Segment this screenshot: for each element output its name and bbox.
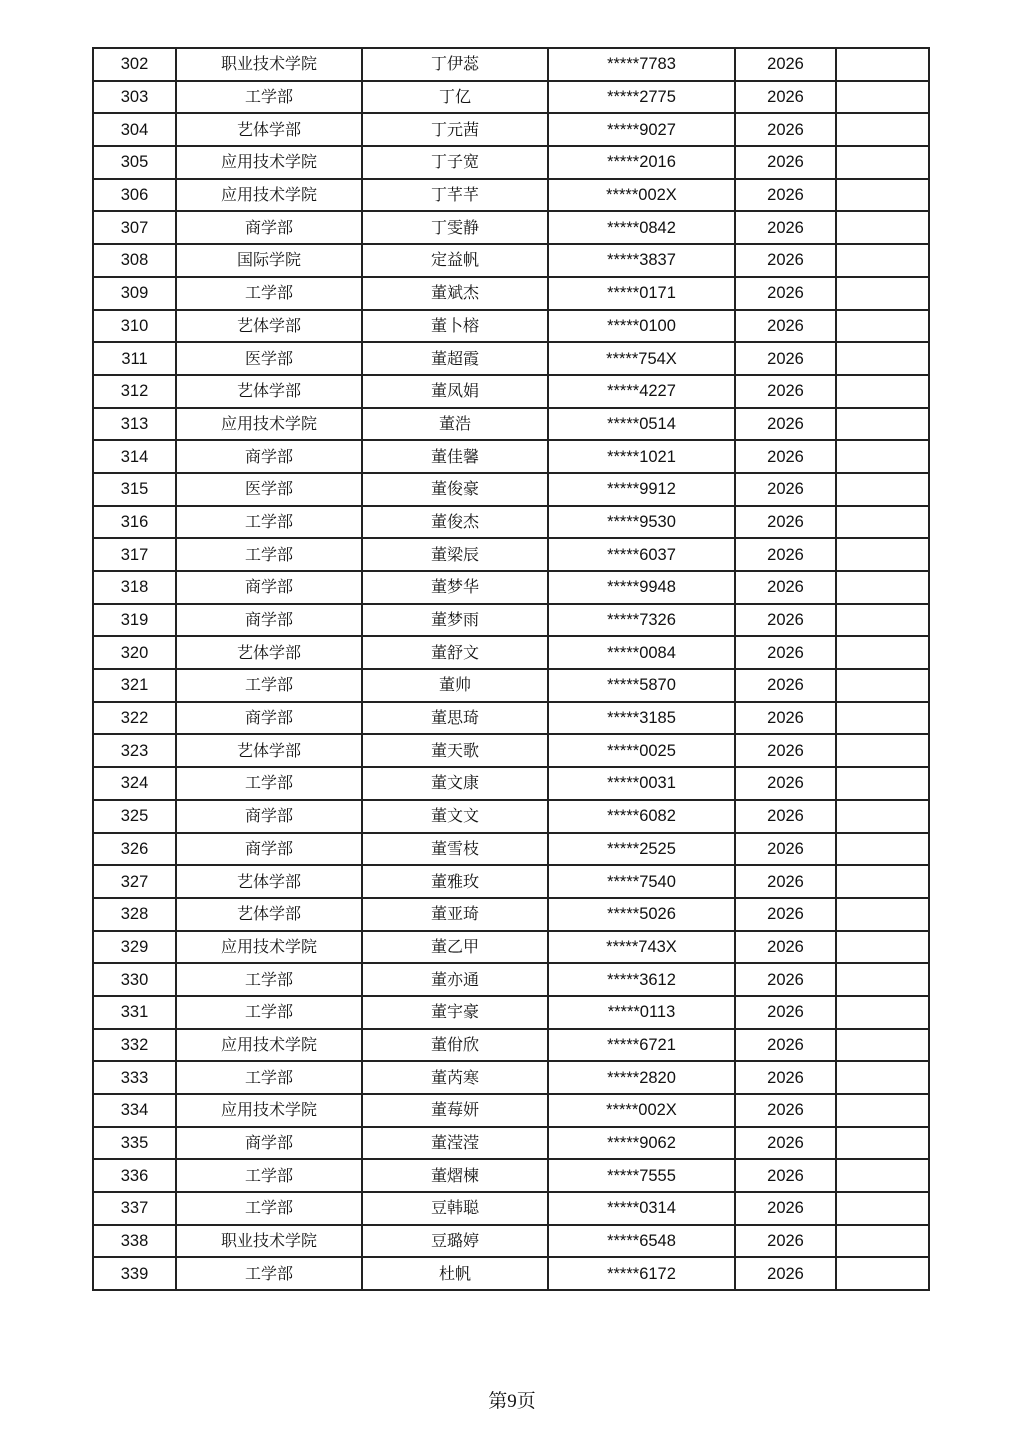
cell-number: 314 — [93, 440, 176, 473]
cell-masked-id: *****1021 — [548, 440, 735, 473]
table-row — [93, 865, 929, 898]
table-row — [93, 81, 929, 114]
cell-masked-id: *****002X — [548, 1094, 735, 1127]
table-row — [93, 1192, 929, 1225]
cell-year: 2026 — [735, 800, 836, 833]
cell-number: 316 — [93, 506, 176, 539]
cell-department: 职业技术学院 — [176, 1225, 362, 1258]
cell-year: 2026 — [735, 996, 836, 1029]
cell-student-name: 董滢滢 — [362, 1127, 548, 1160]
cell-number: 323 — [93, 734, 176, 767]
cell-year: 2026 — [735, 833, 836, 866]
cell-student-name: 董梦华 — [362, 571, 548, 604]
table-row — [93, 408, 929, 441]
table-row — [93, 375, 929, 408]
cell-student-name: 丁元茜 — [362, 113, 548, 146]
cell-masked-id: *****7326 — [548, 604, 735, 637]
cell-department: 商学部 — [176, 1127, 362, 1160]
cell-number: 311 — [93, 342, 176, 375]
cell-number: 336 — [93, 1159, 176, 1192]
cell-remark — [836, 113, 929, 146]
cell-remark — [836, 1257, 929, 1290]
cell-masked-id: *****7783 — [548, 48, 735, 81]
page-number: 第9页 — [488, 1391, 536, 1412]
cell-remark — [836, 996, 929, 1029]
cell-masked-id: *****2775 — [548, 81, 735, 114]
cell-masked-id: *****9912 — [548, 473, 735, 506]
cell-year: 2026 — [735, 571, 836, 604]
cell-student-name: 杜帆 — [362, 1257, 548, 1290]
cell-department: 工学部 — [176, 767, 362, 800]
cell-student-name: 定益帆 — [362, 244, 548, 277]
cell-number: 329 — [93, 931, 176, 964]
cell-number: 325 — [93, 800, 176, 833]
cell-number: 304 — [93, 113, 176, 146]
cell-number: 320 — [93, 636, 176, 669]
table-row — [93, 800, 929, 833]
cell-remark — [836, 310, 929, 343]
table-row — [93, 1257, 929, 1290]
cell-masked-id: *****6172 — [548, 1257, 735, 1290]
cell-remark — [836, 800, 929, 833]
roster-table — [92, 47, 930, 1291]
cell-number: 328 — [93, 898, 176, 931]
cell-department: 工学部 — [176, 1159, 362, 1192]
cell-year: 2026 — [735, 310, 836, 343]
cell-student-name: 豆韩聪 — [362, 1192, 548, 1225]
cell-student-name: 董帅 — [362, 669, 548, 702]
cell-department: 艺体学部 — [176, 734, 362, 767]
table-row — [93, 179, 929, 212]
cell-department: 工学部 — [176, 996, 362, 1029]
cell-student-name: 董斌杰 — [362, 277, 548, 310]
cell-department: 艺体学部 — [176, 636, 362, 669]
cell-number: 310 — [93, 310, 176, 343]
cell-number: 324 — [93, 767, 176, 800]
cell-remark — [836, 1225, 929, 1258]
cell-year: 2026 — [735, 1094, 836, 1127]
cell-department: 艺体学部 — [176, 310, 362, 343]
table-row — [93, 473, 929, 506]
cell-department: 医学部 — [176, 473, 362, 506]
cell-student-name: 董亦通 — [362, 963, 548, 996]
cell-remark — [836, 865, 929, 898]
cell-remark — [836, 146, 929, 179]
table-row — [93, 669, 929, 702]
cell-number: 339 — [93, 1257, 176, 1290]
cell-year: 2026 — [735, 604, 836, 637]
cell-year: 2026 — [735, 375, 836, 408]
cell-masked-id: *****9530 — [548, 506, 735, 539]
cell-year: 2026 — [735, 211, 836, 244]
cell-year: 2026 — [735, 342, 836, 375]
cell-student-name: 董思琦 — [362, 702, 548, 735]
cell-student-name: 丁芊芊 — [362, 179, 548, 212]
cell-student-name: 董雪枝 — [362, 833, 548, 866]
cell-student-name: 董舒文 — [362, 636, 548, 669]
cell-remark — [836, 571, 929, 604]
cell-department: 商学部 — [176, 440, 362, 473]
cell-year: 2026 — [735, 636, 836, 669]
cell-remark — [836, 342, 929, 375]
cell-department: 艺体学部 — [176, 865, 362, 898]
cell-masked-id: *****3612 — [548, 963, 735, 996]
table-row — [93, 310, 929, 343]
cell-masked-id: *****0514 — [548, 408, 735, 441]
cell-remark — [836, 211, 929, 244]
cell-year: 2026 — [735, 146, 836, 179]
cell-department: 工学部 — [176, 669, 362, 702]
cell-number: 333 — [93, 1061, 176, 1094]
cell-student-name: 董文文 — [362, 800, 548, 833]
table-row — [93, 1127, 929, 1160]
cell-department: 应用技术学院 — [176, 1029, 362, 1062]
cell-year: 2026 — [735, 81, 836, 114]
cell-number: 334 — [93, 1094, 176, 1127]
cell-year: 2026 — [735, 734, 836, 767]
cell-department: 职业技术学院 — [176, 48, 362, 81]
cell-department: 商学部 — [176, 702, 362, 735]
cell-number: 335 — [93, 1127, 176, 1160]
cell-remark — [836, 81, 929, 114]
cell-department: 商学部 — [176, 211, 362, 244]
cell-department: 应用技术学院 — [176, 179, 362, 212]
cell-remark — [836, 179, 929, 212]
cell-remark — [836, 669, 929, 702]
cell-student-name: 董梁辰 — [362, 538, 548, 571]
cell-year: 2026 — [735, 1192, 836, 1225]
cell-student-name: 董浩 — [362, 408, 548, 441]
cell-department: 工学部 — [176, 506, 362, 539]
cell-remark — [836, 734, 929, 767]
cell-year: 2026 — [735, 1127, 836, 1160]
cell-year: 2026 — [735, 767, 836, 800]
cell-number: 318 — [93, 571, 176, 604]
cell-student-name: 董乙甲 — [362, 931, 548, 964]
cell-number: 309 — [93, 277, 176, 310]
cell-year: 2026 — [735, 113, 836, 146]
cell-department: 商学部 — [176, 604, 362, 637]
cell-remark — [836, 506, 929, 539]
table-row — [93, 244, 929, 277]
cell-student-name: 董佳馨 — [362, 440, 548, 473]
cell-student-name: 董梦雨 — [362, 604, 548, 637]
cell-remark — [836, 375, 929, 408]
cell-department: 工学部 — [176, 81, 362, 114]
cell-number: 302 — [93, 48, 176, 81]
cell-number: 332 — [93, 1029, 176, 1062]
cell-number: 326 — [93, 833, 176, 866]
cell-department: 应用技术学院 — [176, 1094, 362, 1127]
table-row — [93, 538, 929, 571]
cell-remark — [836, 636, 929, 669]
cell-year: 2026 — [735, 931, 836, 964]
table-row — [93, 1225, 929, 1258]
cell-department: 工学部 — [176, 538, 362, 571]
cell-remark — [836, 931, 929, 964]
cell-number: 315 — [93, 473, 176, 506]
cell-masked-id: *****2016 — [548, 146, 735, 179]
table-row — [93, 1094, 929, 1127]
cell-year: 2026 — [735, 1061, 836, 1094]
cell-department: 工学部 — [176, 963, 362, 996]
table-row — [93, 48, 929, 81]
cell-student-name: 董文康 — [362, 767, 548, 800]
cell-number: 338 — [93, 1225, 176, 1258]
cell-masked-id: *****7540 — [548, 865, 735, 898]
cell-year: 2026 — [735, 244, 836, 277]
cell-department: 艺体学部 — [176, 898, 362, 931]
table-row — [93, 931, 929, 964]
cell-department: 工学部 — [176, 1061, 362, 1094]
table-row — [93, 833, 929, 866]
cell-masked-id: *****6721 — [548, 1029, 735, 1062]
cell-year: 2026 — [735, 1257, 836, 1290]
cell-remark — [836, 538, 929, 571]
cell-masked-id: *****5870 — [548, 669, 735, 702]
table-row — [93, 996, 929, 1029]
cell-masked-id: *****9062 — [548, 1127, 735, 1160]
cell-remark — [836, 1192, 929, 1225]
cell-student-name: 丁伊蕊 — [362, 48, 548, 81]
cell-student-name: 董超霞 — [362, 342, 548, 375]
cell-student-name: 丁子宽 — [362, 146, 548, 179]
cell-year: 2026 — [735, 1159, 836, 1192]
cell-student-name: 丁雯静 — [362, 211, 548, 244]
roster-body — [93, 48, 929, 1290]
cell-year: 2026 — [735, 277, 836, 310]
cell-masked-id: *****9027 — [548, 113, 735, 146]
cell-remark — [836, 1029, 929, 1062]
cell-masked-id: *****4227 — [548, 375, 735, 408]
cell-number: 312 — [93, 375, 176, 408]
table-row — [93, 571, 929, 604]
cell-year: 2026 — [735, 473, 836, 506]
cell-masked-id: *****0025 — [548, 734, 735, 767]
cell-masked-id: *****5026 — [548, 898, 735, 931]
cell-student-name: 董宇豪 — [362, 996, 548, 1029]
cell-department: 医学部 — [176, 342, 362, 375]
cell-year: 2026 — [735, 408, 836, 441]
cell-student-name: 丁亿 — [362, 81, 548, 114]
cell-masked-id: *****0314 — [548, 1192, 735, 1225]
cell-masked-id: *****2525 — [548, 833, 735, 866]
cell-year: 2026 — [735, 865, 836, 898]
cell-remark — [836, 277, 929, 310]
cell-number: 313 — [93, 408, 176, 441]
cell-number: 303 — [93, 81, 176, 114]
cell-remark — [836, 1127, 929, 1160]
cell-department: 艺体学部 — [176, 113, 362, 146]
cell-student-name: 董卜榕 — [362, 310, 548, 343]
cell-number: 337 — [93, 1192, 176, 1225]
cell-number: 306 — [93, 179, 176, 212]
cell-number: 307 — [93, 211, 176, 244]
cell-year: 2026 — [735, 48, 836, 81]
cell-masked-id: *****9948 — [548, 571, 735, 604]
cell-year: 2026 — [735, 1225, 836, 1258]
cell-department: 工学部 — [176, 277, 362, 310]
cell-remark — [836, 440, 929, 473]
cell-remark — [836, 767, 929, 800]
table-row — [93, 211, 929, 244]
table-row — [93, 898, 929, 931]
cell-number: 321 — [93, 669, 176, 702]
cell-masked-id: *****0031 — [548, 767, 735, 800]
cell-number: 305 — [93, 146, 176, 179]
cell-year: 2026 — [735, 898, 836, 931]
cell-department: 应用技术学院 — [176, 408, 362, 441]
cell-remark — [836, 473, 929, 506]
cell-masked-id: *****6037 — [548, 538, 735, 571]
cell-masked-id: *****754X — [548, 342, 735, 375]
cell-masked-id: *****3837 — [548, 244, 735, 277]
cell-masked-id: *****7555 — [548, 1159, 735, 1192]
table-row — [93, 342, 929, 375]
table-row — [93, 734, 929, 767]
cell-student-name: 董芮寒 — [362, 1061, 548, 1094]
cell-number: 327 — [93, 865, 176, 898]
cell-remark — [836, 408, 929, 441]
table-row — [93, 636, 929, 669]
cell-masked-id: *****0100 — [548, 310, 735, 343]
table-row — [93, 1061, 929, 1094]
cell-department: 商学部 — [176, 833, 362, 866]
cell-year: 2026 — [735, 440, 836, 473]
cell-remark — [836, 1061, 929, 1094]
cell-student-name: 董天歌 — [362, 734, 548, 767]
cell-student-name: 董佾欣 — [362, 1029, 548, 1062]
cell-remark — [836, 244, 929, 277]
cell-year: 2026 — [735, 1029, 836, 1062]
cell-masked-id: *****0842 — [548, 211, 735, 244]
cell-masked-id: *****743X — [548, 931, 735, 964]
cell-department: 工学部 — [176, 1257, 362, 1290]
cell-remark — [836, 898, 929, 931]
cell-department: 工学部 — [176, 1192, 362, 1225]
cell-remark — [836, 1094, 929, 1127]
cell-masked-id: *****002X — [548, 179, 735, 212]
cell-student-name: 董俊豪 — [362, 473, 548, 506]
cell-remark — [836, 1159, 929, 1192]
cell-student-name: 董俊杰 — [362, 506, 548, 539]
cell-masked-id: *****0171 — [548, 277, 735, 310]
cell-number: 317 — [93, 538, 176, 571]
table-row — [93, 767, 929, 800]
cell-remark — [836, 604, 929, 637]
cell-remark — [836, 833, 929, 866]
cell-student-name: 董凤娟 — [362, 375, 548, 408]
cell-department: 国际学院 — [176, 244, 362, 277]
cell-year: 2026 — [735, 179, 836, 212]
cell-student-name: 豆璐婷 — [362, 1225, 548, 1258]
cell-student-name: 董亚琦 — [362, 898, 548, 931]
cell-department: 应用技术学院 — [176, 146, 362, 179]
table-row — [93, 277, 929, 310]
cell-number: 322 — [93, 702, 176, 735]
table-row — [93, 1029, 929, 1062]
cell-year: 2026 — [735, 669, 836, 702]
cell-remark — [836, 963, 929, 996]
cell-year: 2026 — [735, 702, 836, 735]
cell-year: 2026 — [735, 506, 836, 539]
table-row — [93, 1159, 929, 1192]
cell-number: 331 — [93, 996, 176, 1029]
cell-year: 2026 — [735, 963, 836, 996]
cell-student-name: 董莓妍 — [362, 1094, 548, 1127]
cell-number: 319 — [93, 604, 176, 637]
cell-year: 2026 — [735, 538, 836, 571]
cell-masked-id: *****0113 — [548, 996, 735, 1029]
table-row — [93, 506, 929, 539]
table-row — [93, 963, 929, 996]
cell-remark — [836, 48, 929, 81]
cell-masked-id: *****0084 — [548, 636, 735, 669]
cell-department: 商学部 — [176, 571, 362, 604]
cell-department: 商学部 — [176, 800, 362, 833]
cell-department: 应用技术学院 — [176, 931, 362, 964]
cell-masked-id: *****6082 — [548, 800, 735, 833]
table-row — [93, 604, 929, 637]
cell-remark — [836, 702, 929, 735]
cell-masked-id: *****2820 — [548, 1061, 735, 1094]
table-row — [93, 440, 929, 473]
cell-masked-id: *****3185 — [548, 702, 735, 735]
cell-number: 308 — [93, 244, 176, 277]
table-row — [93, 702, 929, 735]
table-row — [93, 113, 929, 146]
cell-department: 艺体学部 — [176, 375, 362, 408]
cell-masked-id: *****6548 — [548, 1225, 735, 1258]
cell-student-name: 董雅玫 — [362, 865, 548, 898]
cell-number: 330 — [93, 963, 176, 996]
table-row — [93, 146, 929, 179]
cell-student-name: 董熠楝 — [362, 1159, 548, 1192]
